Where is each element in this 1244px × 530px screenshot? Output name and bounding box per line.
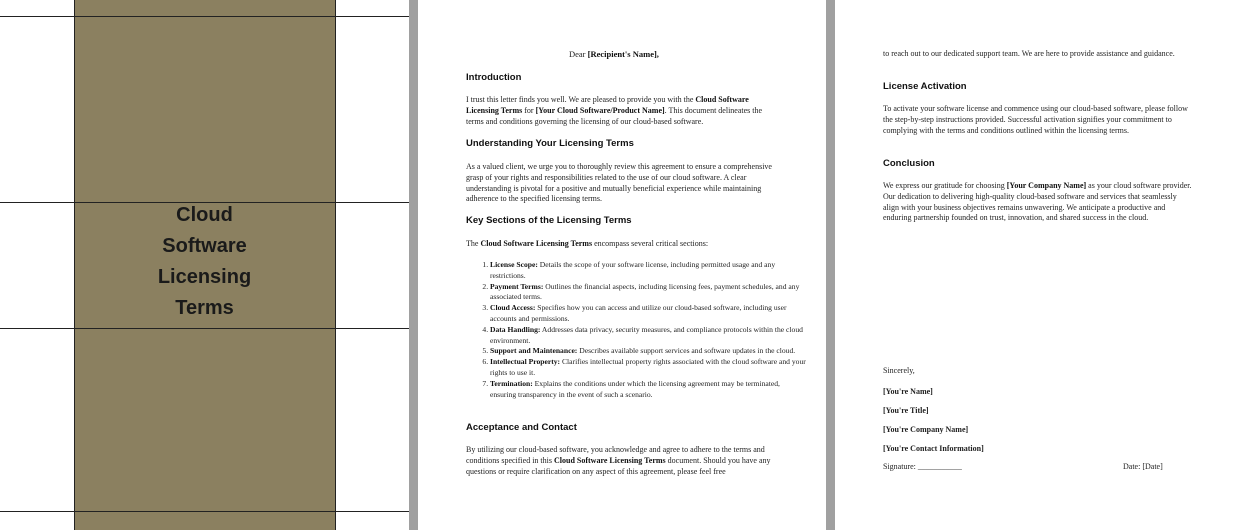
cover-title-line: Software (162, 235, 247, 257)
closing-sincerely: Sincerely, (883, 366, 915, 375)
signature-line: Signature: ___________ (883, 462, 962, 471)
list-item (490, 282, 806, 304)
bold-run: [Your Company Name] (1006, 181, 1087, 190)
list-item-label: Payment Terms: (490, 281, 544, 291)
list-item-text: Addresses data privacy, security measures, and compliance protocols within the cloud environment. (490, 324, 803, 345)
list-item-text: Specifies how you can access and utilize our cloud-based software, including user accounts and permissions. (490, 303, 787, 323)
text-run: encompass several critical sections: (592, 239, 709, 248)
understanding-paragraph: As a valued client, we urge you to thoroughly review this agreement to ensure a comprehensive grasp of your rights and responsibilities related to the use of our cloud software. A clear understanding is pivotal for a positive and mutually beneficial experience while maintaining adherence to the specified licensing terms. (466, 162, 772, 204)
key-sections-list (466, 260, 806, 400)
list-item (490, 325, 806, 347)
acceptance-paragraph (466, 445, 778, 477)
list-item-label: License Scope: (490, 260, 538, 269)
text-run: The (466, 239, 481, 248)
list-item-label: Data Handling: (490, 324, 541, 334)
understanding-heading: Understanding Your Licensing Terms (466, 138, 634, 149)
acceptance-heading: Acceptance and Contact (466, 422, 577, 433)
list-item (490, 346, 806, 357)
conclusion-paragraph (883, 181, 1193, 224)
greeting-word: Dear (569, 49, 586, 59)
recipient-name: [Recipient's Name], (587, 49, 659, 59)
list-item-text: Clarifies intellectual property rights associated with the cloud software and your rights to use it. (490, 357, 806, 377)
bold-run: [Your Cloud Software/Product Name] (535, 105, 665, 115)
cover-rule (0, 328, 409, 329)
closing-contact: [You're Contact Information] (883, 444, 984, 453)
closing-title: [You're Title] (883, 406, 929, 415)
list-item-label: Cloud Access: (490, 303, 536, 313)
key-sections-heading: Key Sections of the Licensing Terms (466, 215, 632, 226)
text-run: for (522, 105, 536, 115)
cover-rule (0, 16, 409, 17)
list-item-text: Outlines the financial aspects, including licensing fees, payment schedules, and any associated terms. (490, 281, 800, 302)
introduction-paragraph (466, 95, 778, 127)
key-sections-intro (466, 239, 778, 250)
cover-title-line: Licensing (157, 266, 252, 288)
list-item (490, 303, 806, 325)
bold-run: Cloud Software Licensing Terms (554, 455, 666, 465)
list-item-label: Termination: (490, 378, 533, 388)
text-run: I trust this letter finds you well. We are pleased to provide you with the (466, 95, 696, 104)
greeting (569, 49, 659, 60)
acceptance-continued: to reach out to our dedicated support team. We are here to provide assistance and guidance. (883, 49, 1175, 58)
list-item-text: Explains the conditions under which the licensing agreement may be terminated, ensuring transparency in the event of such a scenario. (490, 378, 780, 399)
text-run: By utilizing our cloud-based software, you acknowledge and agree to adhere to the terms and conditions specified in this (466, 445, 765, 465)
list-item-text: Details the scope of your software license, including permitted usage and any restrictions. (490, 260, 776, 280)
text-run: document. Should you have any questions or require clarification on any aspect of this agreement, please feel free (466, 455, 771, 476)
text-run: as your cloud software provider. Our dedication to delivering high-quality cloud-based software and services that seamlessly align with your business objectives remains unwavering. We anticipate a productive and enduring partnership founded on trust, innovation, and shared success in the cloud. (883, 181, 1192, 223)
cover-title-line: Terms (175, 297, 234, 319)
bold-run: Cloud Software Licensing Terms (480, 239, 593, 248)
list-item (490, 357, 806, 379)
cover-rule-vertical (335, 0, 336, 530)
activation-heading: License Activation (883, 81, 967, 92)
list-item (490, 260, 806, 282)
cover-title-line: Cloud (176, 204, 233, 226)
cover-page (0, 0, 409, 530)
cover-title (74, 200, 335, 324)
introduction-heading: Introduction (466, 72, 522, 83)
conclusion-heading: Conclusion (883, 158, 935, 169)
list-item-label: Support and Maintenance: (490, 346, 578, 356)
bold-run: Cloud Software Licensing Terms (466, 95, 749, 115)
closing-name: [You're Name] (883, 387, 933, 396)
list-item-label: Intellectual Property: (490, 357, 561, 367)
text-run: We express our gratitude for choosing (883, 181, 1007, 190)
cover-rule (0, 511, 409, 512)
list-item (490, 379, 806, 401)
closing-company: [You're Company Name] (883, 425, 969, 434)
list-item-text: Describes available support services and software updates in the cloud. (577, 346, 796, 356)
date-line: Date: [Date] (1123, 462, 1163, 471)
activation-paragraph: To activate your software license and commence using our cloud-based software, please follow the step-by-step instructions provided. Successful activation signifies your commitment to complying with the terms and conditions outlined within the licensing terms. (883, 104, 1188, 135)
text-run: . This document delineates the terms and conditions governing the licensing of our cloud-based software. (466, 105, 763, 126)
